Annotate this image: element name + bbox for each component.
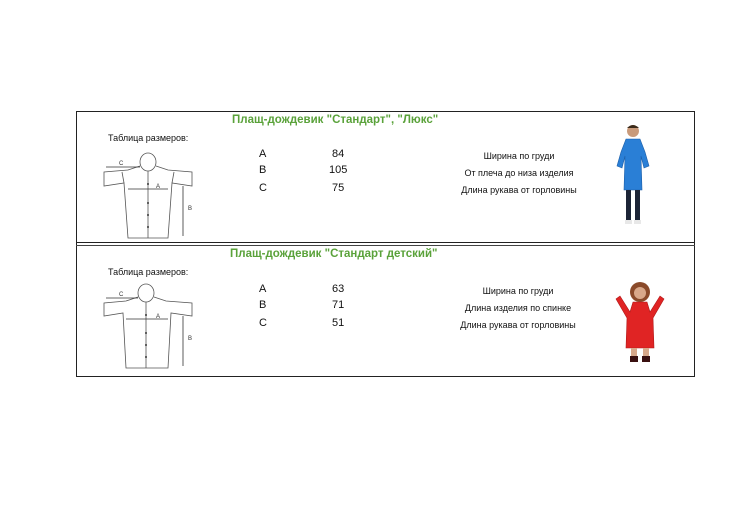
size-table-caption: Таблица размеров: xyxy=(108,133,189,143)
size-value: 63 xyxy=(332,283,345,295)
size-letter: A xyxy=(259,283,267,295)
section-title: Плащ-дождевик "Стандарт детский" xyxy=(230,248,438,260)
size-table-caption: Таблица размеров: xyxy=(108,267,189,277)
size-value: 51 xyxy=(332,317,345,329)
section-title: Плащ-дождевик "Стандарт", "Люкс" xyxy=(232,114,439,126)
diagram-label-a: A xyxy=(156,184,161,190)
size-letter: C xyxy=(259,317,267,329)
adult-blue-raincoat-icon xyxy=(615,122,651,230)
raincoat-diagram xyxy=(98,282,202,372)
size-description: Длина рукава от горловины xyxy=(460,320,576,330)
size-letter: B xyxy=(259,164,267,176)
child-red-raincoat-icon xyxy=(614,278,666,364)
diagram-label-c: C xyxy=(119,292,124,298)
diagram-label-c: C xyxy=(119,161,124,167)
diagram-label-b: B xyxy=(188,336,193,342)
size-letter: A xyxy=(259,148,267,160)
size-description: Ширина по груди xyxy=(483,151,555,161)
size-letter: C xyxy=(259,182,267,194)
diagram-label-a: A xyxy=(156,314,161,320)
size-value: 105 xyxy=(329,164,348,176)
size-description: Ширина по груди xyxy=(482,286,554,296)
size-value: 71 xyxy=(332,299,345,311)
section-divider-inner xyxy=(76,245,695,246)
diagram-label-b: B xyxy=(188,206,193,212)
size-value: 84 xyxy=(332,148,345,160)
raincoat-diagram xyxy=(98,150,202,242)
size-value: 75 xyxy=(332,182,345,194)
size-description: От плеча до низа изделия xyxy=(464,168,574,178)
size-description: Длина изделия по спинке xyxy=(464,303,572,313)
section-divider xyxy=(76,242,695,243)
size-letter: B xyxy=(259,299,267,311)
size-description: Длина рукава от горловины xyxy=(461,185,577,195)
